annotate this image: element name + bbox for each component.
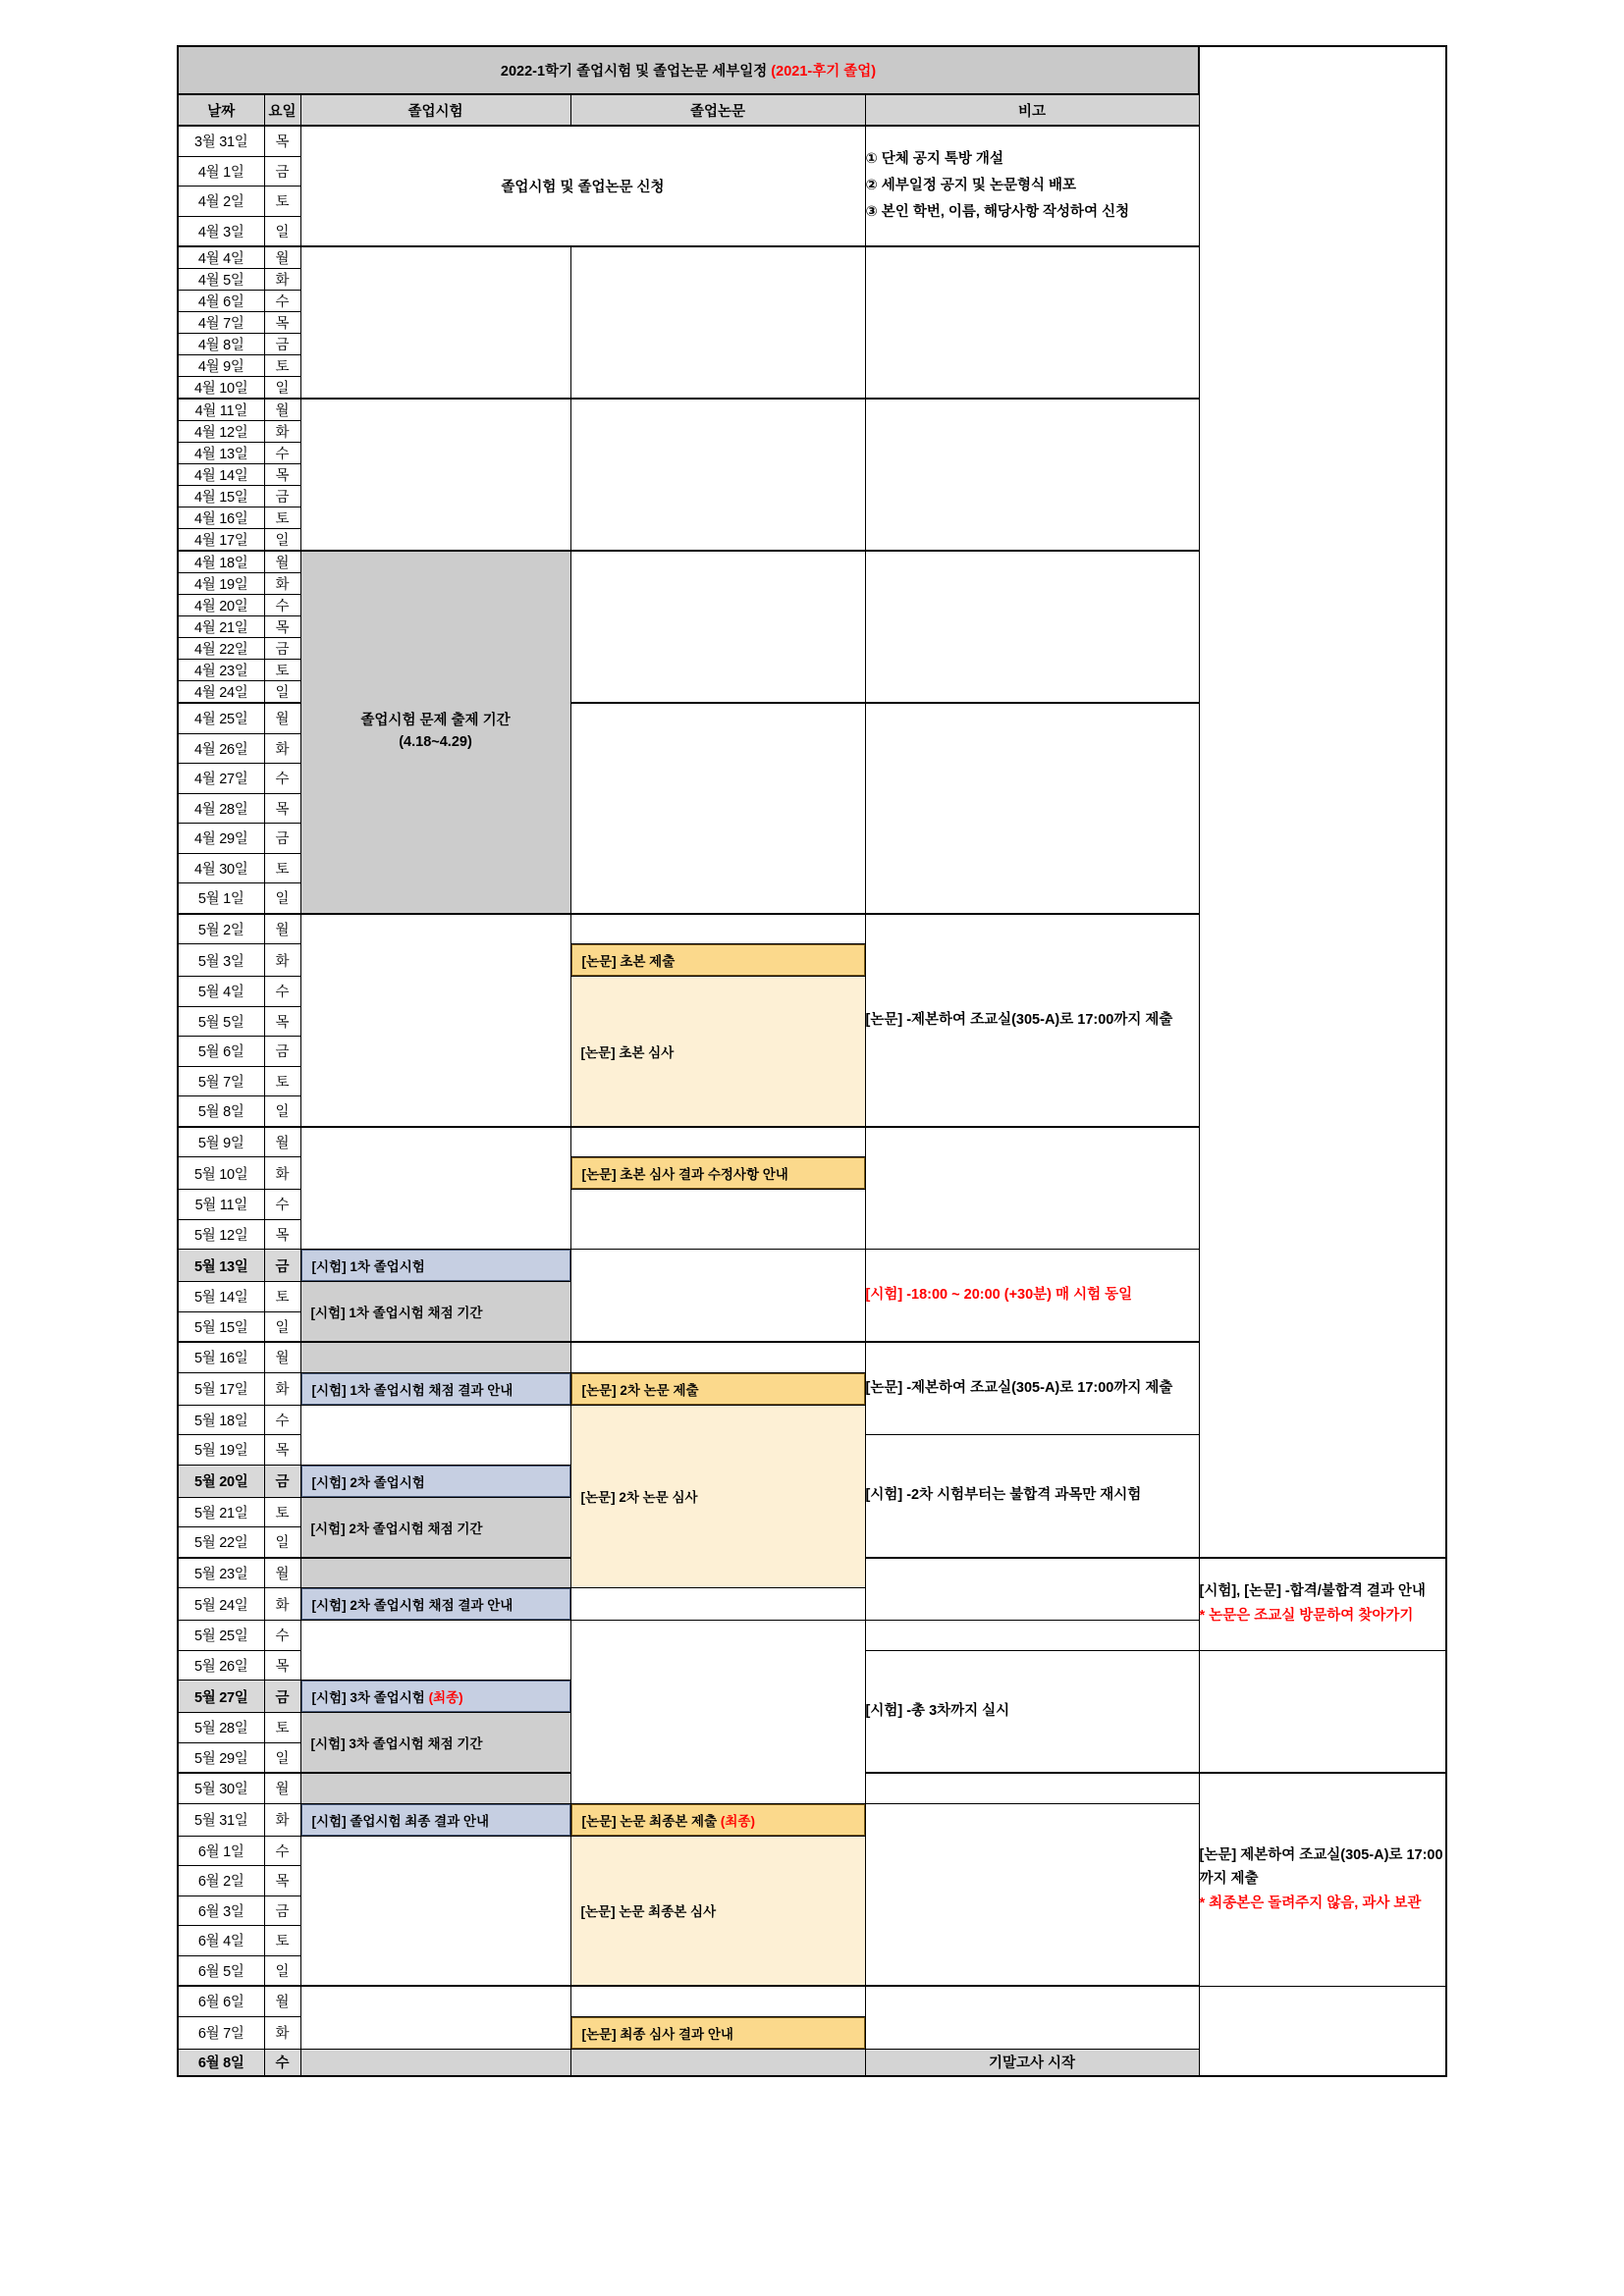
cell-day: 수 bbox=[264, 977, 300, 1007]
cell-date: 5월 9일 bbox=[178, 1127, 264, 1157]
cell-day: 토 bbox=[264, 355, 300, 377]
cell-day: 목 bbox=[264, 1650, 300, 1681]
cell-date: 5월 20일 bbox=[178, 1465, 264, 1497]
cell-date: 4월 3일 bbox=[178, 216, 264, 246]
thesis-2nd-review-cell bbox=[570, 1405, 865, 1588]
note-exam-2nd: [시험] -2차 시험부터는 불합격 과목만 재시험 bbox=[865, 1435, 1199, 1558]
thesis-draft-submit-cell bbox=[570, 944, 865, 977]
cell-date: 5월 21일 bbox=[178, 1497, 264, 1527]
cell-date: 5월 18일 bbox=[178, 1405, 264, 1435]
cell-date: 4월 7일 bbox=[178, 312, 264, 334]
exam-final-result-cell bbox=[300, 1803, 570, 1836]
thesis-cell-0516 bbox=[570, 1342, 865, 1372]
cell-day: 수 bbox=[264, 1190, 300, 1220]
cell-day: 금 bbox=[264, 1037, 300, 1067]
cell-date: 4월 6일 bbox=[178, 291, 264, 312]
cell-date: 4월 18일 bbox=[178, 551, 264, 573]
cell-day: 화 bbox=[264, 1372, 300, 1405]
cell-day: 월 bbox=[264, 246, 300, 269]
table-row bbox=[178, 1250, 1446, 1282]
cell-date: 4월 29일 bbox=[178, 824, 264, 854]
thesis-cell-0530 bbox=[865, 1773, 1199, 1803]
exam-1st-result-cell bbox=[300, 1372, 570, 1405]
cell-date: 5월 3일 bbox=[178, 944, 264, 977]
cell-day: 월 bbox=[264, 1773, 300, 1803]
table-row bbox=[178, 1986, 1446, 2016]
exam-final-result-label: [시험] 졸업시험 최종 결과 안내 bbox=[301, 1804, 570, 1836]
cell-day: 토 bbox=[264, 507, 300, 529]
footer-row bbox=[178, 2049, 1446, 2076]
thesis-2nd-submit-label: [논문] 2차 논문 제출 bbox=[571, 1373, 865, 1405]
apply-note-2: ② 세부일정 공지 및 논문형식 배포 bbox=[865, 178, 1077, 194]
cell-day: 목 bbox=[264, 793, 300, 824]
thesis-cell-0523 bbox=[865, 1558, 1199, 1621]
exam-empty-w2 bbox=[300, 399, 570, 551]
cell-day: 일 bbox=[264, 1311, 300, 1342]
cell-day: 목 bbox=[264, 1435, 300, 1466]
note-empty-w2 bbox=[865, 399, 1199, 551]
exam-3rd-cell bbox=[300, 1681, 570, 1713]
cell-day: 화 bbox=[264, 733, 300, 764]
cell-day: 월 bbox=[264, 551, 300, 573]
title-main: 2022-1학기 졸업시험 및 졸업논문 세부일정 bbox=[500, 64, 768, 80]
cell-day: 화 bbox=[264, 573, 300, 595]
cell-day: 토 bbox=[264, 187, 300, 217]
cell-day: 수 bbox=[264, 764, 300, 794]
apply-note-1: ① 단체 공지 톡방 개설 bbox=[865, 151, 1003, 168]
cell-day: 화 bbox=[264, 944, 300, 977]
title-row bbox=[178, 46, 1446, 94]
thesis-empty-w1 bbox=[570, 246, 865, 399]
thesis-cell-0509 bbox=[570, 1127, 865, 1157]
cell-day: 금 bbox=[264, 486, 300, 507]
cell-date: 5월 4일 bbox=[178, 977, 264, 1007]
cell-date: 6월 8일 bbox=[178, 2049, 264, 2076]
cell-date: 4월 5일 bbox=[178, 269, 264, 291]
cell-day: 토 bbox=[264, 1497, 300, 1527]
thesis-cell-0502 bbox=[570, 914, 865, 944]
exam-2nd-grading-label: [시험] 2차 졸업시험 채점 기간 bbox=[301, 1513, 570, 1542]
cell-day: 수 bbox=[264, 1621, 300, 1651]
thesis-final-result-cell bbox=[570, 2016, 865, 2049]
cell-day: 토 bbox=[264, 660, 300, 681]
thesis-empty-w4 bbox=[570, 703, 865, 914]
header-day: 요일 bbox=[264, 94, 300, 126]
schedule-table bbox=[177, 45, 1447, 2077]
exam-question-period-line2: (4.18~4.29) bbox=[399, 733, 472, 750]
exam-2nd-grading-cell bbox=[300, 1497, 570, 1558]
cell-date: 5월 14일 bbox=[178, 1282, 264, 1312]
exam-2nd-cell bbox=[300, 1465, 570, 1497]
table-row bbox=[178, 246, 1446, 269]
cell-day: 목 bbox=[264, 1866, 300, 1896]
cell-date: 5월 7일 bbox=[178, 1066, 264, 1096]
table-row bbox=[178, 399, 1446, 421]
cell-day: 금 bbox=[264, 824, 300, 854]
exam-1st-result-label: [시험] 1차 졸업시험 채점 결과 안내 bbox=[301, 1373, 570, 1405]
note-empty-w3 bbox=[865, 551, 1199, 703]
note-final-1: [논문] 제본하여 조교실(305-A)로 17:00까지 제출 bbox=[1199, 1846, 1443, 1888]
table-row bbox=[178, 1342, 1446, 1372]
cell-date: 4월 24일 bbox=[178, 681, 264, 704]
thesis-empty-0513 bbox=[570, 1250, 865, 1343]
note-final-2: * 최종본은 돌려주지 않음, 과사 보관 bbox=[1199, 1896, 1422, 1912]
exam-2nd-label: [시험] 2차 졸업시험 bbox=[301, 1466, 570, 1497]
cell-date: 4월 20일 bbox=[178, 595, 264, 616]
cell-date: 4월 26일 bbox=[178, 733, 264, 764]
apply-note-3: ③ 본인 학번, 이름, 해당사항 작성하여 신청 bbox=[865, 203, 1130, 220]
cell-day: 월 bbox=[264, 703, 300, 733]
cell-day: 화 bbox=[264, 2016, 300, 2049]
cell-date: 4월 21일 bbox=[178, 616, 264, 638]
cell-day: 목 bbox=[264, 312, 300, 334]
cell-date: 5월 28일 bbox=[178, 1713, 264, 1743]
thesis-final-submit-cell bbox=[570, 1803, 865, 1836]
footer-exam-cell bbox=[300, 2049, 570, 2076]
exam-empty-w5 bbox=[300, 914, 570, 1127]
cell-day: 일 bbox=[264, 1527, 300, 1558]
cell-day: 금 bbox=[264, 334, 300, 355]
thesis-final-result-label: [논문] 최종 심사 결과 안내 bbox=[571, 2017, 865, 2049]
note-2nd-result-2: * 논문은 조교실 방문하여 찾아가기 bbox=[1199, 1608, 1414, 1624]
cell-date: 3월 31일 bbox=[178, 126, 264, 156]
cell-day: 수 bbox=[264, 291, 300, 312]
cell-day: 금 bbox=[264, 156, 300, 187]
footer-note: 기말고사 시작 bbox=[865, 2049, 1199, 2076]
table-row bbox=[178, 1405, 1446, 1435]
note-exam-time-cell bbox=[865, 1250, 1199, 1343]
note-2nd-result-cell bbox=[1199, 1558, 1446, 1651]
note-draft-submit: [논문] -제본하여 조교실(305-A)로 17:00까지 제출 bbox=[865, 914, 1199, 1127]
title-suffix: (2021-후기 졸업) bbox=[771, 64, 877, 80]
exam-2nd-result-label: [시험] 2차 졸업시험 채점 결과 안내 bbox=[301, 1588, 570, 1620]
cell-date: 4월 10일 bbox=[178, 377, 264, 400]
header-row bbox=[178, 94, 1446, 126]
cell-day: 월 bbox=[264, 1342, 300, 1372]
cell-date: 4월 12일 bbox=[178, 421, 264, 443]
exam-2nd-result-cell bbox=[300, 1588, 570, 1621]
cell-day: 금 bbox=[264, 1896, 300, 1926]
cell-day: 금 bbox=[264, 1681, 300, 1713]
table-row bbox=[178, 1372, 1446, 1405]
note-exam-time: [시험] -18:00 ~ 20:00 (+30분) 매 시험 동일 bbox=[865, 1287, 1133, 1304]
cell-day: 목 bbox=[264, 464, 300, 486]
thesis-final-submit-label bbox=[571, 1804, 865, 1836]
thesis-draft-result-cell bbox=[570, 1157, 865, 1190]
cell-date: 4월 8일 bbox=[178, 334, 264, 355]
table-row bbox=[178, 126, 1446, 156]
note-empty-w4 bbox=[865, 703, 1199, 914]
cell-date: 5월 5일 bbox=[178, 1006, 264, 1037]
cell-date: 5월 12일 bbox=[178, 1219, 264, 1250]
thesis-empty-w3 bbox=[570, 551, 865, 703]
note-exam-3rd: [시험] -총 3차까지 실시 bbox=[865, 1650, 1199, 1773]
exam-cell-0523 bbox=[300, 1558, 570, 1588]
cell-day: 월 bbox=[264, 1986, 300, 2016]
cell-day: 토 bbox=[264, 1713, 300, 1743]
cell-date: 4월 28일 bbox=[178, 793, 264, 824]
cell-date: 6월 5일 bbox=[178, 1955, 264, 1986]
cell-day: 목 bbox=[264, 1219, 300, 1250]
thesis-2nd-submit-cell bbox=[570, 1372, 865, 1405]
cell-day: 월 bbox=[264, 914, 300, 944]
cell-day: 일 bbox=[264, 1742, 300, 1773]
exam-question-period-block bbox=[300, 551, 570, 914]
cell-day: 일 bbox=[264, 681, 300, 704]
cell-date: 5월 16일 bbox=[178, 1342, 264, 1372]
cell-day: 일 bbox=[264, 883, 300, 914]
exam-empty-0525 bbox=[300, 1621, 570, 1681]
exam-empty-w10 bbox=[300, 1836, 570, 1986]
cell-day: 수 bbox=[264, 1405, 300, 1435]
cell-day: 월 bbox=[264, 1127, 300, 1157]
header-note: 비고 bbox=[865, 94, 1199, 126]
cell-day: 금 bbox=[264, 638, 300, 660]
cell-date: 4월 19일 bbox=[178, 573, 264, 595]
cell-date: 4월 11일 bbox=[178, 399, 264, 421]
cell-date: 6월 2일 bbox=[178, 1866, 264, 1896]
exam-1st-cell bbox=[300, 1250, 570, 1282]
thesis-final-review-label: [논문] 논문 최종본 심사 bbox=[571, 1885, 865, 1936]
cell-date: 4월 4일 bbox=[178, 246, 264, 269]
cell-date: 5월 6일 bbox=[178, 1037, 264, 1067]
thesis-2nd-review-label: [논문] 2차 논문 심사 bbox=[571, 1470, 865, 1522]
cell-day: 화 bbox=[264, 1588, 300, 1621]
cell-date: 4월 15일 bbox=[178, 486, 264, 507]
cell-date: 4월 14일 bbox=[178, 464, 264, 486]
cell-date: 5월 30일 bbox=[178, 1773, 264, 1803]
cell-date: 5월 15일 bbox=[178, 1311, 264, 1342]
cell-day: 화 bbox=[264, 421, 300, 443]
cell-day: 일 bbox=[264, 1955, 300, 1986]
note-2nd-submit: [논문] -제본하여 조교실(305-A)로 17:00까지 제출 bbox=[865, 1342, 1199, 1435]
cell-date: 4월 13일 bbox=[178, 443, 264, 464]
thesis-final-tag: (최종) bbox=[720, 1813, 755, 1829]
thesis-cell-0606 bbox=[570, 1986, 865, 2016]
cell-day: 토 bbox=[264, 1282, 300, 1312]
cell-day: 일 bbox=[264, 216, 300, 246]
exam-empty-w1 bbox=[300, 246, 570, 399]
thesis-draft-review-cell bbox=[570, 977, 865, 1127]
thesis-final-submit-text: [논문] 논문 최종본 제출 bbox=[581, 1813, 718, 1829]
exam-3rd-grading-label: [시험] 3차 졸업시험 채점 기간 bbox=[301, 1728, 570, 1757]
cell-day: 목 bbox=[264, 126, 300, 156]
note-2nd-result-1: [시험], [논문] -합격/불합격 결과 안내 bbox=[1199, 1583, 1426, 1600]
cell-date: 4월 2일 bbox=[178, 187, 264, 217]
cell-day: 화 bbox=[264, 1157, 300, 1190]
exam-3rd-text: [시험] 3차 졸업시험 bbox=[311, 1690, 425, 1705]
table-row bbox=[178, 1127, 1446, 1157]
exam-1st-grading-cell bbox=[300, 1282, 570, 1343]
cell-day: 일 bbox=[264, 1096, 300, 1127]
note-empty-w11 bbox=[865, 1986, 1199, 2049]
cell-date: 4월 27일 bbox=[178, 764, 264, 794]
header-thesis: 졸업논문 bbox=[570, 94, 865, 126]
cell-date: 5월 11일 bbox=[178, 1190, 264, 1220]
cell-date: 4월 1일 bbox=[178, 156, 264, 187]
thesis-final-review-cell bbox=[570, 1836, 865, 1986]
exam-empty-w11 bbox=[300, 1986, 570, 2049]
exam-empty-0518 bbox=[300, 1405, 570, 1465]
cell-date: 6월 4일 bbox=[178, 1926, 264, 1956]
thesis-draft-result-label: [논문] 초본 심사 결과 수정사항 안내 bbox=[571, 1157, 865, 1189]
thesis-draft-review-label: [논문] 초본 심사 bbox=[571, 1026, 865, 1077]
cell-date: 4월 25일 bbox=[178, 703, 264, 733]
exam-cell-0530 bbox=[300, 1773, 570, 1803]
thesis-draft-submit-label: [논문] 초본 제출 bbox=[571, 944, 865, 976]
exam-1st-label: [시험] 1차 졸업시험 bbox=[301, 1250, 570, 1281]
cell-day: 수 bbox=[264, 1836, 300, 1866]
exam-3rd-label bbox=[301, 1681, 570, 1712]
cell-date: 4월 30일 bbox=[178, 853, 264, 883]
cell-date: 5월 8일 bbox=[178, 1096, 264, 1127]
note-empty-w6 bbox=[865, 1127, 1199, 1250]
cell-day: 토 bbox=[264, 1066, 300, 1096]
cell-day: 수 bbox=[264, 2049, 300, 2076]
cell-date: 4월 22일 bbox=[178, 638, 264, 660]
exam-1st-grading-label: [시험] 1차 졸업시험 채점 기간 bbox=[301, 1297, 570, 1326]
cell-date: 5월 17일 bbox=[178, 1372, 264, 1405]
cell-day: 월 bbox=[264, 1558, 300, 1588]
cell-date: 4월 23일 bbox=[178, 660, 264, 681]
cell-date: 5월 2일 bbox=[178, 914, 264, 944]
cell-day: 수 bbox=[264, 595, 300, 616]
cell-date: 4월 16일 bbox=[178, 507, 264, 529]
exam-3rd-final-tag: (최종) bbox=[428, 1690, 463, 1705]
exam-question-period-line1: 졸업시험 문제 출제 기간 bbox=[360, 713, 511, 728]
thesis-empty-0511 bbox=[570, 1190, 865, 1250]
cell-date: 4월 9일 bbox=[178, 355, 264, 377]
cell-date: 5월 23일 bbox=[178, 1558, 264, 1588]
cell-day: 일 bbox=[264, 529, 300, 552]
cell-date: 5월 26일 bbox=[178, 1650, 264, 1681]
exam-cell-0516 bbox=[300, 1342, 570, 1372]
cell-day: 목 bbox=[264, 616, 300, 638]
cell-date: 5월 10일 bbox=[178, 1157, 264, 1190]
exam-empty-w6 bbox=[300, 1127, 570, 1250]
table-row bbox=[178, 551, 1446, 573]
cell-day: 일 bbox=[264, 377, 300, 400]
cell-day: 수 bbox=[264, 443, 300, 464]
cell-date: 4월 17일 bbox=[178, 529, 264, 552]
apply-note-block bbox=[865, 126, 1199, 246]
note-final-cell bbox=[1199, 1773, 1446, 1986]
cell-date: 5월 29일 bbox=[178, 1742, 264, 1773]
cell-day: 화 bbox=[264, 1803, 300, 1836]
cell-date: 5월 1일 bbox=[178, 883, 264, 914]
cell-day: 금 bbox=[264, 1250, 300, 1282]
cell-day: 월 bbox=[264, 399, 300, 421]
cell-date: 6월 6일 bbox=[178, 1986, 264, 2016]
thesis-empty-w2 bbox=[570, 399, 865, 551]
header-date: 날짜 bbox=[178, 94, 264, 126]
cell-date: 5월 27일 bbox=[178, 1681, 264, 1713]
cell-date: 5월 31일 bbox=[178, 1803, 264, 1836]
note-empty-w1 bbox=[865, 246, 1199, 399]
cell-date: 5월 13일 bbox=[178, 1250, 264, 1282]
table-row bbox=[178, 914, 1446, 944]
cell-day: 목 bbox=[264, 1006, 300, 1037]
cell-day: 금 bbox=[264, 1465, 300, 1497]
cell-date: 5월 24일 bbox=[178, 1588, 264, 1621]
cell-date: 5월 19일 bbox=[178, 1435, 264, 1466]
header-exam: 졸업시험 bbox=[300, 94, 570, 126]
thesis-empty-0525 bbox=[570, 1621, 865, 1804]
document-title bbox=[178, 46, 1199, 94]
cell-day: 화 bbox=[264, 269, 300, 291]
cell-day: 토 bbox=[264, 853, 300, 883]
cell-date: 5월 22일 bbox=[178, 1527, 264, 1558]
cell-date: 5월 25일 bbox=[178, 1621, 264, 1651]
cell-date: 6월 7일 bbox=[178, 2016, 264, 2049]
cell-day: 토 bbox=[264, 1926, 300, 1956]
cell-date: 6월 1일 bbox=[178, 1836, 264, 1866]
exam-3rd-grading-cell bbox=[300, 1713, 570, 1774]
apply-block: 졸업시험 및 졸업논문 신청 bbox=[300, 126, 865, 246]
cell-date: 6월 3일 bbox=[178, 1896, 264, 1926]
footer-thesis-cell bbox=[570, 2049, 865, 2076]
